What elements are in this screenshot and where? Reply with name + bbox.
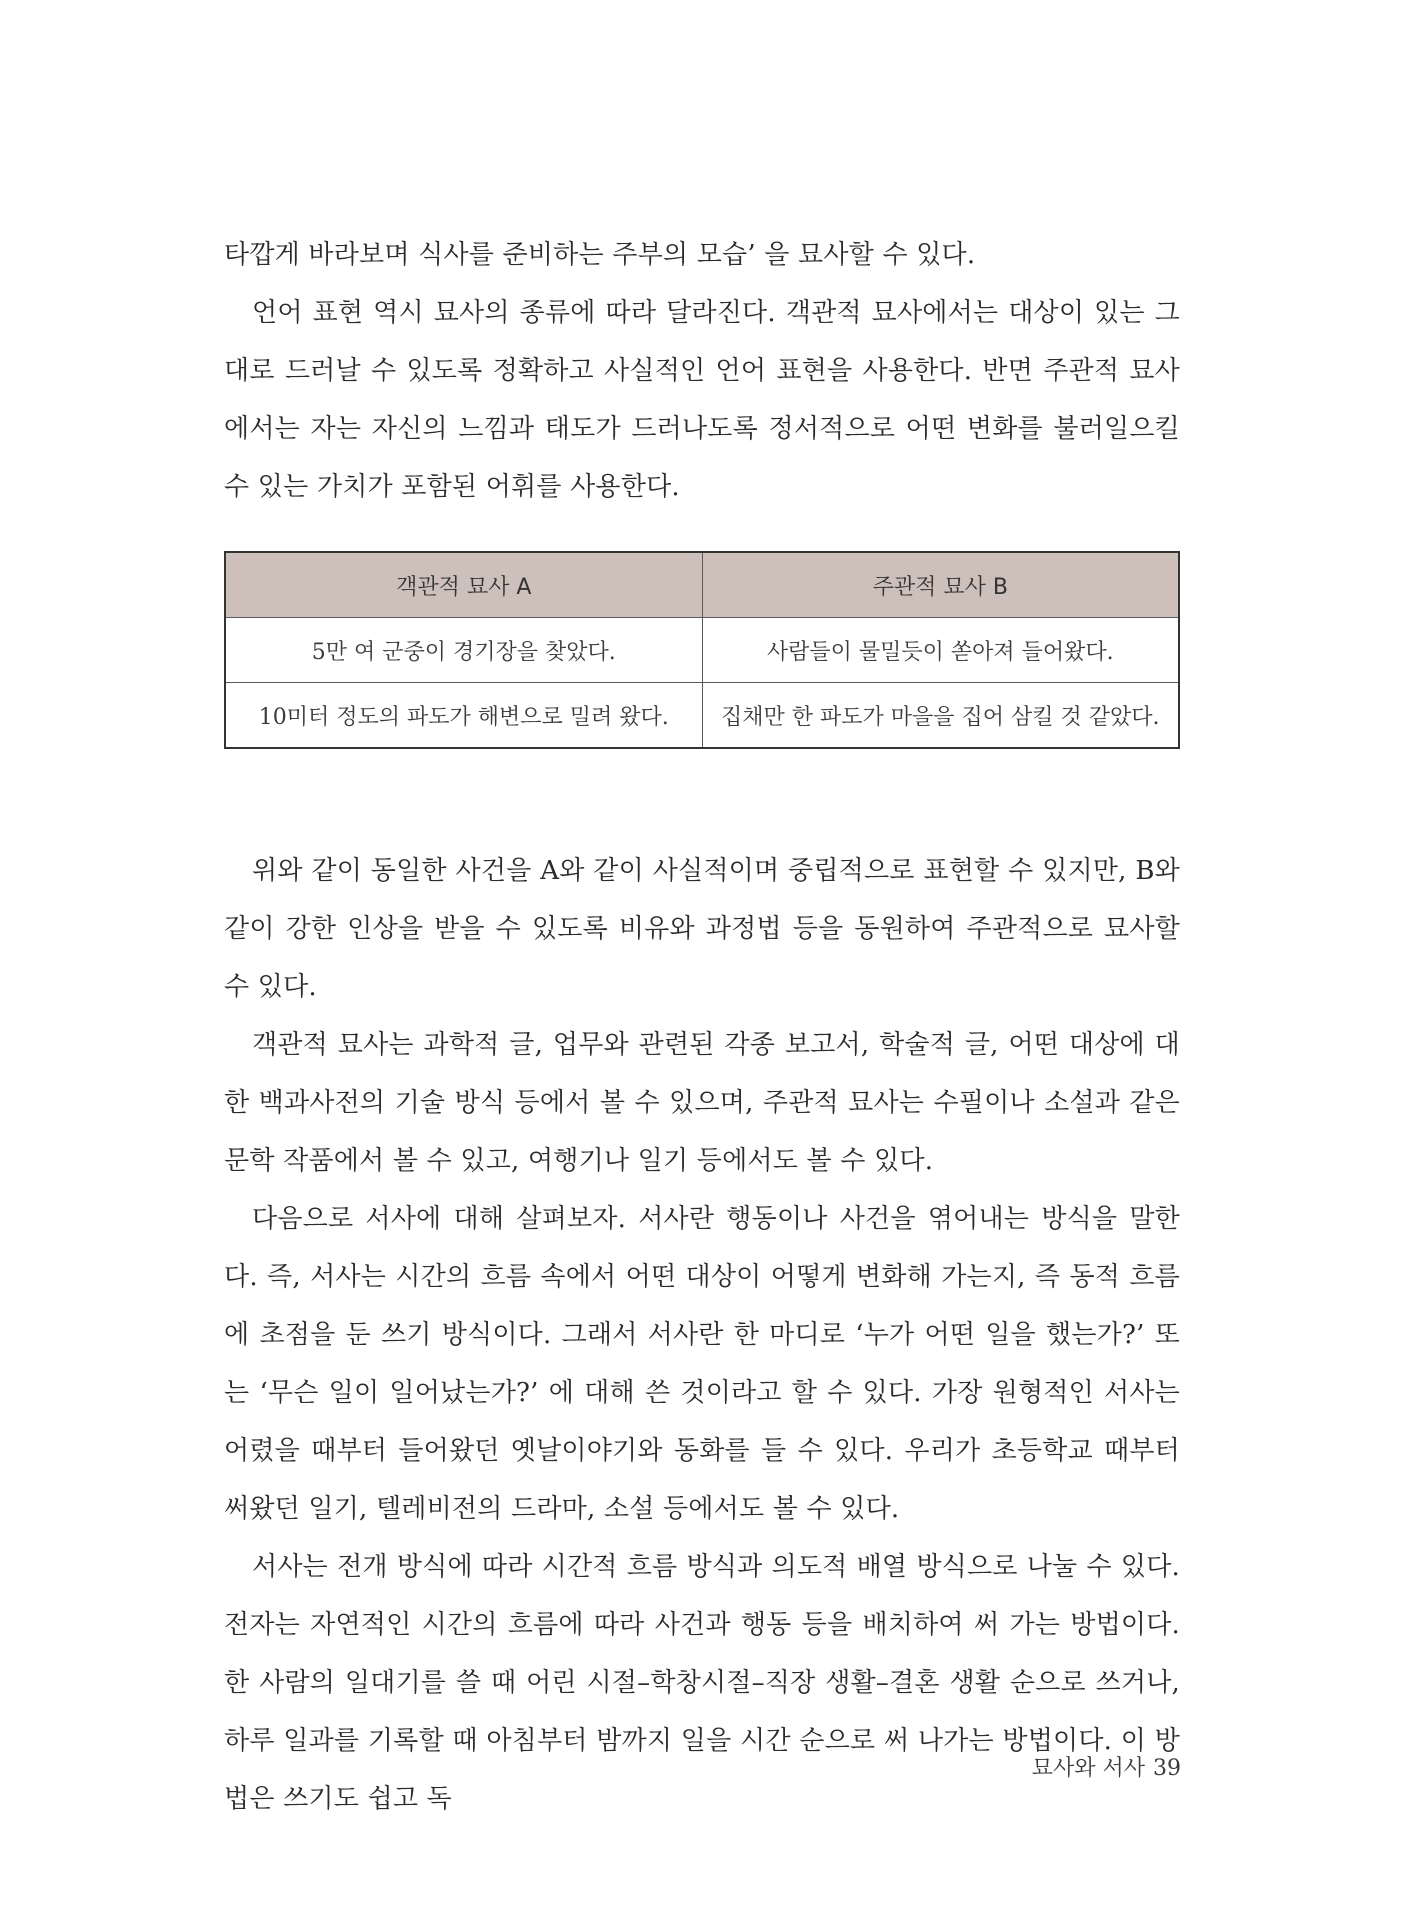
paragraph: 객관적 묘사는 과학적 글, 업무와 관련된 각종 보고서, 학술적 글, 어떤 대상에 대한 백과사전의 기술 방식 등에서 볼 수 있으며, 주관적 묘사는 수필이나 소설과 같은 문학 작품에서 볼 수 있고, 여행기나 일기 등에서도 볼 수 있다.: [224, 1030, 1180, 1176]
table-header-row: [225, 552, 1179, 618]
page-footer: [1032, 1751, 1181, 1782]
page-number: 39: [1153, 1756, 1181, 1781]
column-header-subjective: 주관적 묘사 B: [702, 552, 1179, 618]
running-title: 묘사와 서사: [1031, 1756, 1145, 1781]
table-cell: 집채만 한 파도가 마을을 집어 삼킬 것 같았다.: [702, 683, 1179, 749]
comparison-table: [224, 551, 1180, 749]
body-text-bottom: [224, 842, 1180, 1828]
column-header-objective: 객관적 묘사 A: [225, 552, 702, 618]
paragraph: 언어 표현 역시 묘사의 종류에 따라 달라진다. 객관적 묘사에서는 대상이 있는 그대로 드러날 수 있도록 정확하고 사실적인 언어 표현을 사용한다. 반면 주관적 묘사에서는 자는 자신의 느낌과 태도가 드러나도록 정서적으로 어떤 변화를 불러일으킬 수 있는 가치가 포함된 어휘를 사용한다.: [224, 298, 1180, 502]
table-cell: 5만 여 군중이 경기장을 찾았다.: [225, 618, 702, 683]
table-row: [225, 683, 1179, 749]
table-cell: 10미터 정도의 파도가 해변으로 밀려 왔다.: [225, 683, 702, 749]
table-row: [225, 618, 1179, 683]
table-cell: 사람들이 물밀듯이 쏟아져 들어왔다.: [702, 618, 1179, 683]
paragraph: 서사는 전개 방식에 따라 시간적 흐름 방식과 의도적 배열 방식으로 나눌 수 있다. 전자는 자연적인 시간의 흐름에 따라 사건과 행동 등을 배치하여 써 가는 방법이다. 한 사람의 일대기를 쓸 때 어린 시절–학창시절–직장 생활–결혼 생활 순으로 쓰거나, 하루 일과를 기록할 때 아침부터 밤까지 일을 시간 순으로 써 나가는 방법이다. 이 방법은 쓰기도 쉽고 독: [224, 1552, 1180, 1814]
paragraph: 타깝게 바라보며 식사를 준비하는 주부의 모습’ 을 묘사할 수 있다.: [224, 240, 976, 270]
paragraph: 위와 같이 동일한 사건을 A와 같이 사실적이며 중립적으로 표현할 수 있지만, B와 같이 강한 인상을 받을 수 있도록 비유와 과정법 등을 동원하여 주관적으로 묘사할 수 있다.: [224, 856, 1180, 1002]
paragraph: 다음으로 서사에 대해 살펴보자. 서사란 행동이나 사건을 엮어내는 방식을 말한다. 즉, 서사는 시간의 흐름 속에서 어떤 대상이 어떻게 변화해 가는지, 즉 동적 흐름에 초점을 둔 쓰기 방식이다. 그래서 서사란 한 마디로 ‘누가 어떤 일을 했는가?’ 또는 ‘무슨 일이 일어났는가?’ 에 대해 쓴 것이라고 할 수 있다. 가장 원형적인 서사는 어렸을 때부터 들어왔던 옛날이야기와 동화를 들 수 있다. 우리가 초등학교 때부터 써왔던 일기, 텔레비전의 드라마, 소설 등에서도 볼 수 있다.: [224, 1204, 1180, 1524]
body-text-top: [224, 226, 1180, 516]
